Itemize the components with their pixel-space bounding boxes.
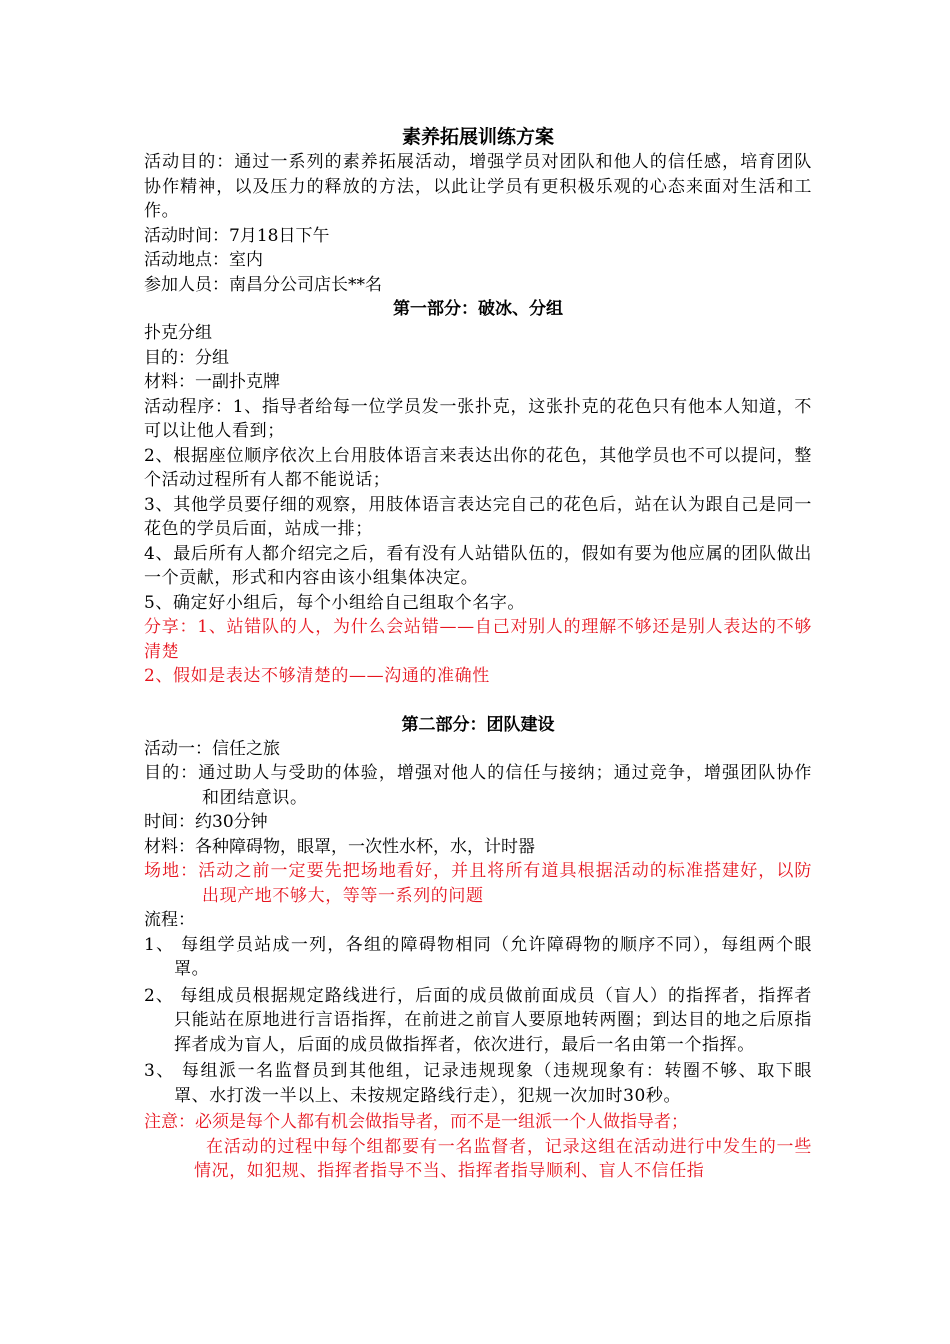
intro-place: 活动地点：室内 [144, 250, 263, 270]
intro-time: 活动时间：7月18日下午 [144, 225, 330, 246]
part1-step-2: 2、根据座位顺序依次上台用肢体语言来表达出你的花色，其他学员也不可以提问，整个活动过程所有人都不能说话； [144, 445, 812, 490]
part1-step-4: 4、最后所有人都介绍完之后，看有没有人站错队伍的，假如有要为他应属的团队做出一个贡献，形式和内容由该小组集体决定。 [144, 543, 812, 588]
part1-activity: 扑克分组 [144, 323, 212, 343]
part2-venue: 场地：活动之前一定要先把场地看好，并且将所有道具根据活动的标准搭建好，以防出现产地不够大，等等一系列的问题 [144, 861, 812, 906]
part2-flow-label: 流程： [144, 910, 195, 930]
part2-flow-item-1: 1、 每组学员站成一列，各组的障碍物相同（允许障碍物的顺序不同），每组两个眼罩。 [144, 934, 812, 979]
part1-step-3: 3、其他学员要仔细的观察，用肢体语言表达完自己的花色后，站在认为跟自己是同一花色的学员后面，站成一排； [144, 494, 812, 539]
part2-note-second: 在活动的过程中每个组都要有一名监督者，记录这组在活动进行中发生的一些情况，如犯规、指挥者指导不当、指挥者指导顺利、盲人不信任指 [194, 1136, 812, 1181]
part1-goal: 目的：分组 [144, 347, 229, 368]
intro-purpose: 活动目的：通过一系列的素养拓展活动，增强学员对团队和他人的信任感，培育团队协作精神，以及压力的释放的方法，以此让学员有更积极乐观的心态来面对生活和工作。 [144, 152, 812, 221]
part2-goal: 目的：通过助人与受助的体验，增强对他人的信任与接纳；通过竞争，增强团队协作和团结意识。 [144, 763, 812, 808]
part2-heading: 第二部分：团队建设 [401, 714, 555, 735]
part1-step-1: 活动程序：1、指导者给每一位学员发一张扑克，这张扑克的花色只有他本人知道，不可以让他人看到； [144, 396, 812, 441]
part1-share-2: 2、假如是表达不够清楚的——沟通的准确性 [144, 666, 490, 686]
part2-material: 材料：各种障碍物，眼罩，一次性水杯，水，计时器 [144, 836, 535, 857]
part1-step-5: 5、确定好小组后，每个小组给自己组取个名字。 [144, 592, 526, 613]
part2-time: 时间：约30分钟 [144, 812, 268, 832]
part2-flow-item-3: 3、 每组派一名监督员到其他组，记录违规现象（违规现象有：转圈不够、取下眼罩、水打泼一半以上、未按规定路线行走），犯规一次加时30秒。 [144, 1061, 812, 1106]
document-title: 素养拓展训练方案 [401, 126, 554, 148]
part1-heading: 第一部分：破冰、分组 [393, 299, 563, 319]
part1-share-1: 分享：1、站错队的人，为什么会站错——自己对别人的理解不够还是别人表达的不够清楚 [144, 617, 812, 662]
part2-note-first: 注意：必须是每个人都有机会做指导者，而不是一组派一个人做指导者； [144, 1112, 688, 1132]
section-gap [144, 689, 812, 713]
part2-activity: 活动一：信任之旅 [144, 738, 280, 759]
part2-flow-item-2: 2、 每组成员根据规定路线进行，后面的成员做前面成员（盲人）的指挥者，指挥者只能站在原地进行言语指挥，在前进之前盲人要原地转两圈；到达目的地之后原指挥者成为盲人，后面的成员做指挥者，依次进行，最后一名由第一个指挥。 [144, 985, 812, 1055]
part1-material: 材料：一副扑克牌 [144, 372, 280, 392]
document-page [144, 124, 812, 1184]
intro-participants: 参加人员：南昌分公司店长**名 [144, 274, 382, 295]
